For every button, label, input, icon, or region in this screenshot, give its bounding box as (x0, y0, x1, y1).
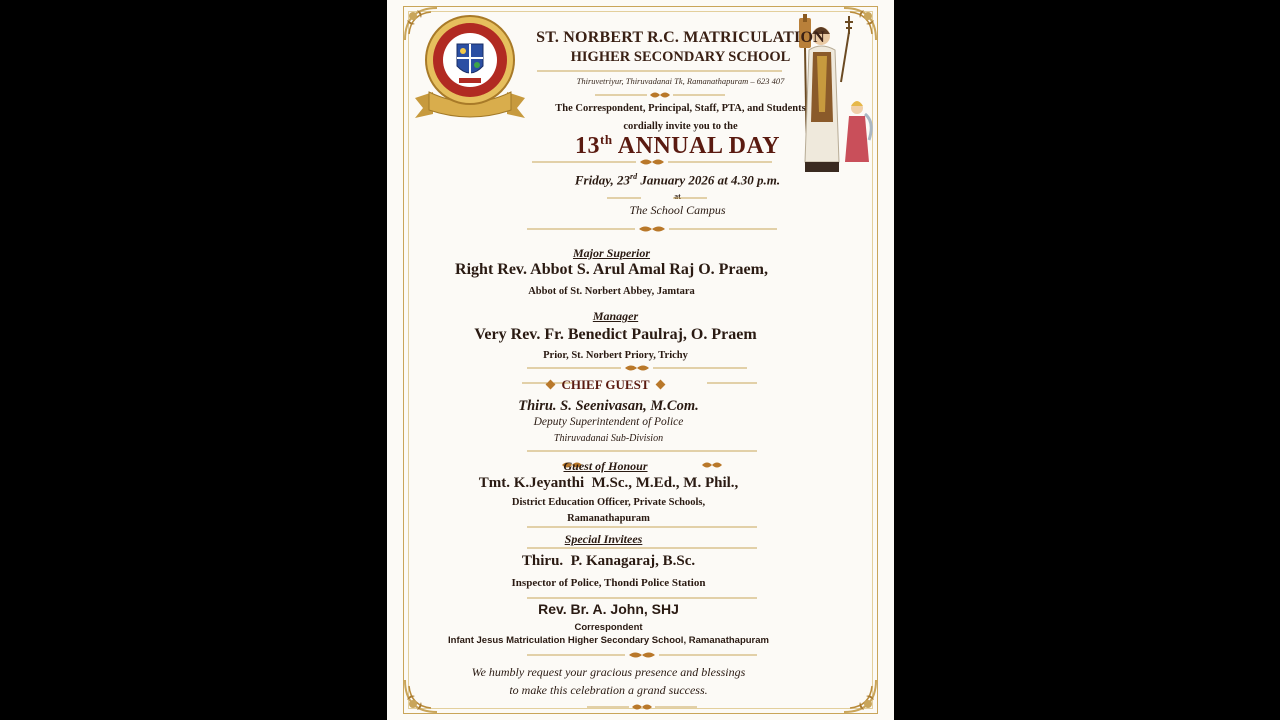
special-invitee-2-org: Infant Jesus Matriculation Higher Secondary School, Ramanathapuram (448, 635, 769, 646)
special-invitee-1-title: Inspector of Police, Thondi Police Station (511, 577, 706, 589)
event-date: Friday, 23rd January 2026 at 4.30 p.m. (574, 172, 781, 188)
closing-line1: We humbly request your gracious presence and blessings (471, 665, 746, 679)
chief-guest-division: Thiruvadanai Sub-Division (553, 433, 664, 444)
guest-of-honour-name: Tmt. K.Jeyanthi M.Sc., M.Ed., M. Phil., (478, 475, 739, 491)
special-invitee-2-role: Correspondent (574, 622, 643, 633)
event-venue: The School Campus (629, 203, 726, 217)
ornament-divider (527, 446, 757, 456)
guest-of-honour-heading: Guest of Honour (563, 459, 648, 473)
special-invitees-heading: Special Invitees (564, 532, 643, 546)
guest-of-honour-location: Ramanathapuram (567, 513, 650, 524)
ornament-divider (527, 363, 747, 373)
ornament-divider (587, 702, 697, 712)
event-at-label: at (674, 192, 681, 201)
event-title: 13th ANNUAL DAY (575, 132, 780, 159)
ornament-divider (532, 157, 772, 167)
invitation-line1: The Correspondent, Principal, Staff, PTA, and Students (555, 103, 806, 114)
ornament-divider (527, 224, 777, 234)
chief-guest-heading: CHIEF GUEST (387, 377, 859, 393)
chief-guest-name: Thiru. S. Seenivasan, M.Com. (518, 398, 699, 414)
manager-name: Very Rev. Fr. Benedict Paulraj, O. Praem (474, 326, 757, 343)
major-superior-heading: Major Superior (572, 246, 651, 260)
guest-of-honour-title: District Education Officer, Private Schools, (511, 497, 706, 508)
invitation-card (387, 0, 894, 720)
school-address: Thiruvetriyur, Thiruvadanai Tk, Ramanathapuram – 623 407 (576, 76, 785, 86)
manager-heading: Manager (592, 309, 639, 323)
school-name-line1: ST. NORBERT R.C. MATRICULATION (536, 29, 825, 46)
school-name-line2: HIGHER SECONDARY SCHOOL (570, 49, 791, 65)
major-superior-title: Abbot of St. Norbert Abbey, Jamtara (528, 286, 695, 297)
ornament-divider (527, 650, 757, 660)
invitation-line2: cordially invite you to the (623, 121, 738, 132)
chief-guest-title: Deputy Superintendent of Police (533, 416, 684, 428)
ornament-divider (595, 90, 725, 100)
special-invitee-1-name: Thiru. P. Kanagaraj, B.Sc. (521, 553, 696, 569)
major-superior-name: Right Rev. Abbot S. Arul Amal Raj O. Praem, (455, 261, 768, 278)
closing-line2: to make this celebration a grand success. (509, 683, 708, 697)
diamond-icon (546, 380, 556, 390)
manager-title: Prior, St. Norbert Priory, Trichy (543, 350, 688, 361)
special-invitee-2-name: Rev. Br. A. John, SHJ (538, 601, 679, 617)
diamond-icon (655, 380, 665, 390)
